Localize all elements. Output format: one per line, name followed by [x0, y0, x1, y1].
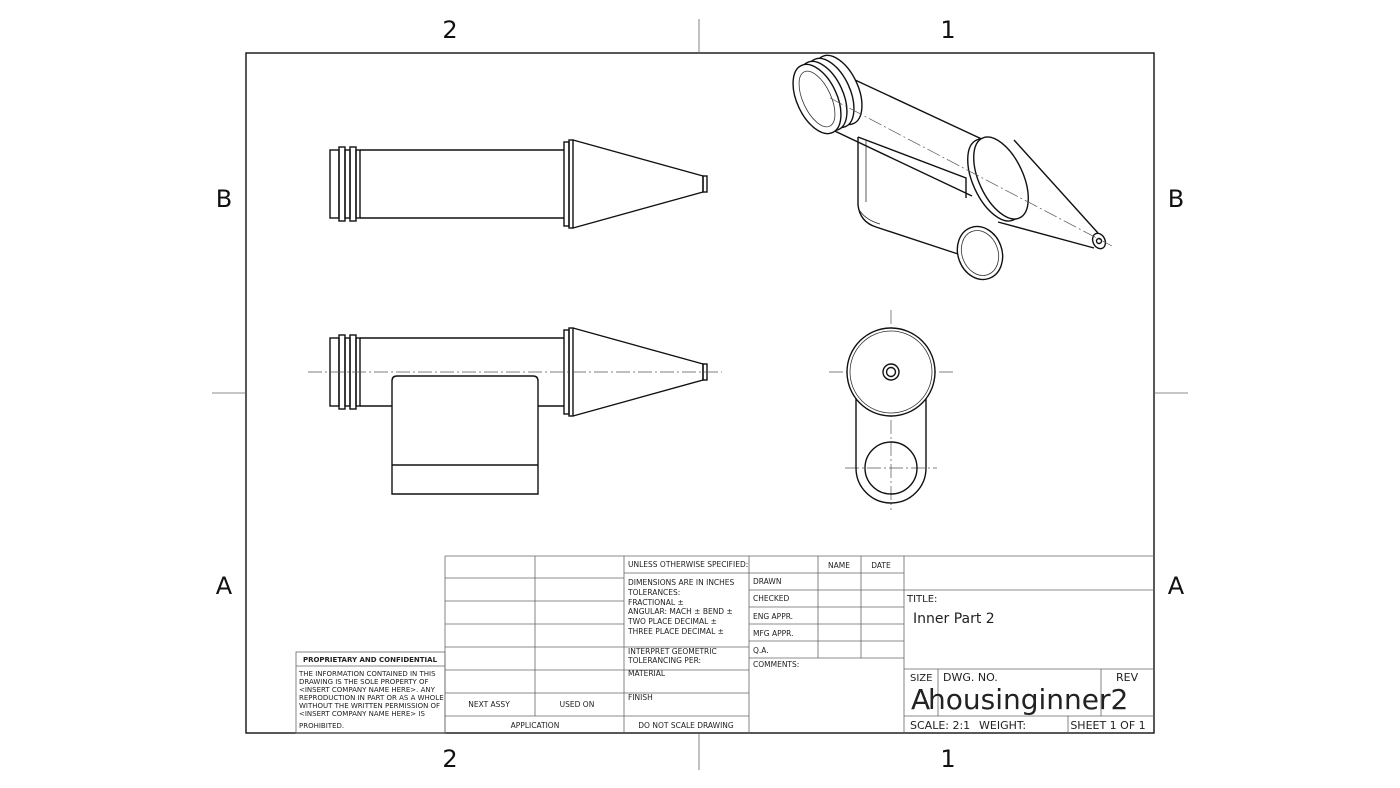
next-assy-label: NEXT ASSY — [468, 700, 510, 709]
proprietary-line: <INSERT COMPANY NAME HERE> IS — [299, 710, 425, 718]
zone-col-bottom-1: 1 — [940, 745, 956, 773]
angular-label: ANGULAR: MACH ± BEND ± — [628, 607, 733, 616]
zone-col-top-2: 2 — [442, 16, 458, 44]
drawing-title: Inner Part 2 — [913, 611, 995, 627]
mfg-appr-label: MFG APPR. — [753, 629, 794, 638]
tolerancing-label: TOLERANCING PER: — [628, 656, 702, 665]
qa-label: Q.A. — [753, 646, 769, 655]
view-front — [308, 328, 722, 494]
drawn-label: DRAWN — [753, 577, 782, 586]
two-place-label: TWO PLACE DECIMAL ± — [628, 617, 717, 626]
interpret-label: INTERPRET GEOMETRIC — [628, 647, 717, 656]
dwg-no-value: housinginner2 — [928, 683, 1129, 716]
checked-label: CHECKED — [753, 594, 790, 603]
zone-row-right-a: A — [1167, 572, 1185, 600]
proprietary-line: <INSERT COMPANY NAME HERE>. ANY — [299, 686, 435, 694]
material-label: MATERIAL — [628, 669, 666, 678]
proprietary-line: PROHIBITED. — [299, 722, 345, 730]
view-side-top — [330, 140, 707, 228]
size-label: SIZE — [910, 673, 933, 684]
tolerances-label: TOLERANCES: — [628, 588, 681, 597]
rev-label: REV — [1116, 671, 1139, 684]
proprietary-line: THE INFORMATION CONTAINED IN THIS — [299, 670, 436, 678]
do-not-scale-label: DO NOT SCALE DRAWING — [638, 721, 734, 730]
dimensions-label: DIMENSIONS ARE IN INCHES — [628, 578, 735, 587]
proprietary-line: REPRODUCTION IN PART OR AS A WHOLE — [299, 694, 444, 702]
finish-label: FINISH — [628, 693, 653, 702]
dwg-no-label: DWG. NO. — [943, 671, 998, 684]
weight-label: WEIGHT: — [979, 719, 1027, 732]
used-on-label: USED ON — [559, 700, 595, 709]
title-label: TITLE: — [907, 594, 938, 605]
zone-row-left-b: B — [215, 185, 233, 213]
view-end — [829, 310, 953, 510]
sheet-label: SHEET 1 OF 1 — [1070, 719, 1146, 732]
proprietary-line: DRAWING IS THE SOLE PROPERTY OF — [299, 678, 429, 686]
zone-row-left-a: A — [215, 572, 233, 600]
three-place-label: THREE PLACE DECIMAL ± — [628, 627, 724, 636]
zone-col-top-1: 1 — [940, 16, 956, 44]
fractional-label: FRACTIONAL ± — [628, 598, 684, 607]
view-isometric — [783, 48, 1112, 286]
application-label: APPLICATION — [510, 721, 560, 730]
name-column-header: NAME — [828, 561, 850, 570]
eng-appr-label: ENG APPR. — [753, 612, 794, 621]
comments-label: COMMENTS: — [753, 660, 800, 669]
unless-specified-label: UNLESS OTHERWISE SPECIFIED: — [628, 560, 749, 569]
scale-label: SCALE: 2:1 — [910, 719, 971, 732]
date-column-header: DATE — [871, 561, 891, 570]
zone-col-bottom-2: 2 — [442, 745, 458, 773]
proprietary-line: WITHOUT THE WRITTEN PERMISSION OF — [299, 702, 441, 710]
size-value: A — [911, 683, 931, 716]
zone-row-right-b: B — [1167, 185, 1185, 213]
proprietary-heading: PROPRIETARY AND CONFIDENTIAL — [302, 656, 438, 664]
